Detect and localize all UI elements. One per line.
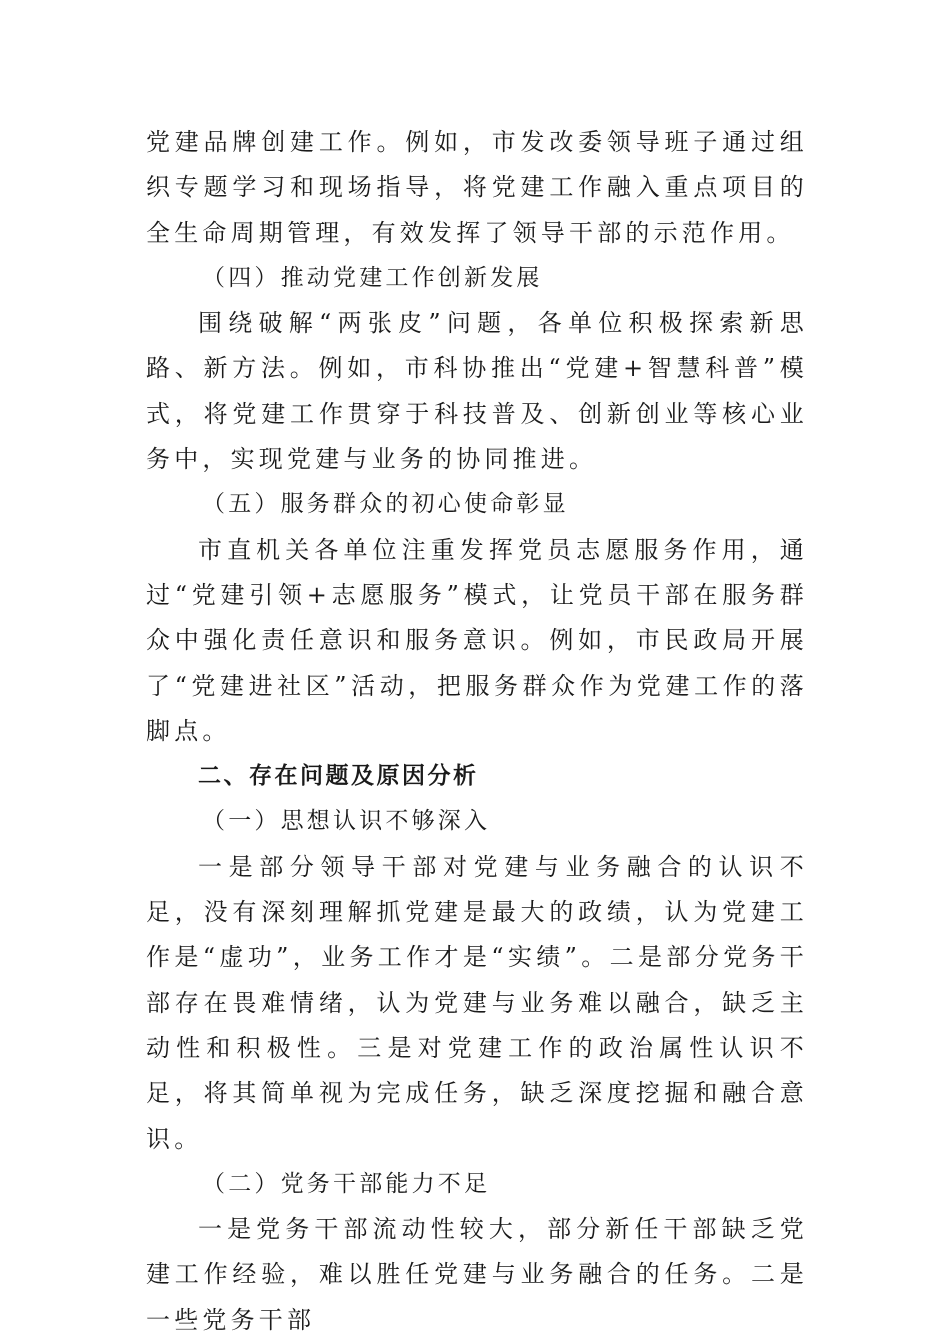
paragraph-service: 市直机关各单位注重发挥党员志愿服务作用，通过“党建引领+志愿服务”模式，让党员干部在服务群众中强化责任意识和服务意识。例如，市民政局开展了“党建进社区”活动，把服务群众作为党建工作的落脚点。	[146, 535, 808, 745]
paragraph-awareness: 一是部分领导干部对党建与业务融合的认识不足，没有深刻理解抓党建是最大的政绩，认为党建工作是“虚功”，业务工作才是“实绩”。二是部分党务干部存在畏难情绪，认为党建与业务难以融合，缺乏主动性和积极性。三是对党建工作的政治属性认识不足，将其简单视为完成任务，缺乏深度挖掘和融合意识。	[146, 852, 808, 1153]
subheading-four: （四）推动党建工作创新发展	[202, 264, 543, 291]
subheading-one: （一）思想认识不够深入	[202, 808, 491, 835]
section-heading-problems: 二、存在问题及原因分析	[198, 763, 479, 790]
paragraph-party-brand: 党建品牌创建工作。例如，市发改委领导班子通过组织专题学习和现场指导，将党建工作融入重点项目的全生命周期管理，有效发挥了领导干部的示范作用。	[146, 128, 808, 247]
subheading-two: （二）党务干部能力不足	[202, 1170, 491, 1197]
document-page	[146, 120, 808, 1343]
subheading-five: （五）服务群众的初心使命彰显	[202, 491, 569, 518]
paragraph-capability: 一是党务干部流动性较大，部分新任干部缺乏党建工作经验，难以胜任党建与业务融合的任务。二是一些党务干部	[146, 1215, 808, 1334]
paragraph-innovation: 围绕破解“两张皮”问题，各单位积极探索新思路、新方法。例如，市科协推出“党建+智慧科普”模式，将党建工作贯穿于科技普及、创新创业等核心业务中，实现党建与业务的协同推进。	[146, 309, 808, 474]
